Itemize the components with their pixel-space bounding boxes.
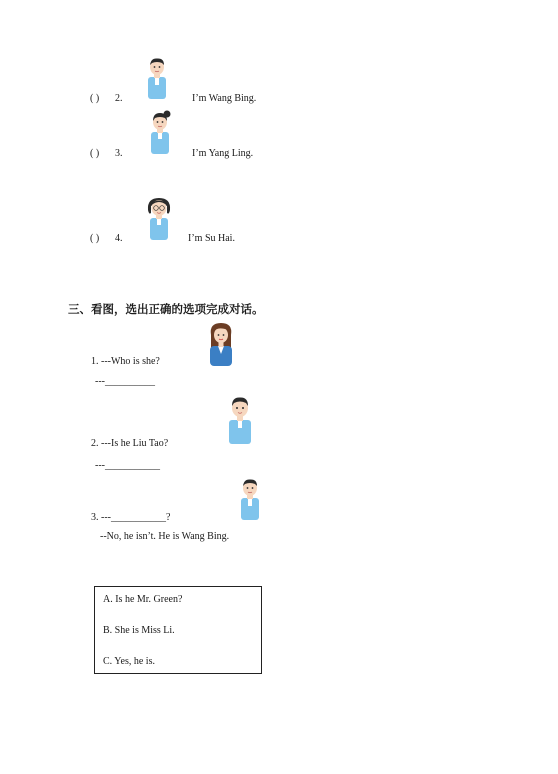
girl-yang-ling-figure [148,110,172,156]
item-4-sentence: I’m Su Hai. [188,233,235,244]
item-2-number: 2. [115,93,123,104]
dialog-3-question-blank[interactable]: 3. ---___________? [91,512,171,523]
dialog-1-answer-blank[interactable]: ---__________ [95,376,155,387]
boy-wang-bing-figure-dialog-3 [238,478,262,522]
dialog-1-question: 1. ---Who is she? [91,356,160,367]
item-3-number: 3. [115,148,123,159]
options-box [94,586,262,674]
item-3-paren[interactable]: ( ) [90,148,100,159]
dialog-2-question: 2. ---Is he Liu Tao? [91,438,169,449]
item-3-sentence: I’m Yang Ling. [192,148,254,159]
item-4-number: 4. [115,233,123,244]
dialog-3-answer: --No, he isn’t. He is Wang Bing. [100,531,230,542]
option-a[interactable]: A. Is he Mr. Green? [103,594,183,605]
woman-miss-li-figure [207,322,235,366]
item-2-sentence: I’m Wang Bing. [192,93,257,104]
boy-figure-dialog-2 [226,396,254,446]
dialog-2-answer-blank[interactable]: ---___________ [95,460,160,471]
girl-su-hai-figure [145,196,173,242]
section-3-heading: 三、看图，选出正确的选项完成对话。 [68,302,264,316]
option-c[interactable]: C. Yes, he is. [103,656,155,667]
item-2-paren[interactable]: ( ) [90,93,100,104]
item-4-paren[interactable]: ( ) [90,233,100,244]
boy-wang-bing-figure [145,57,169,101]
option-b[interactable]: B. She is Miss Li. [103,625,175,636]
